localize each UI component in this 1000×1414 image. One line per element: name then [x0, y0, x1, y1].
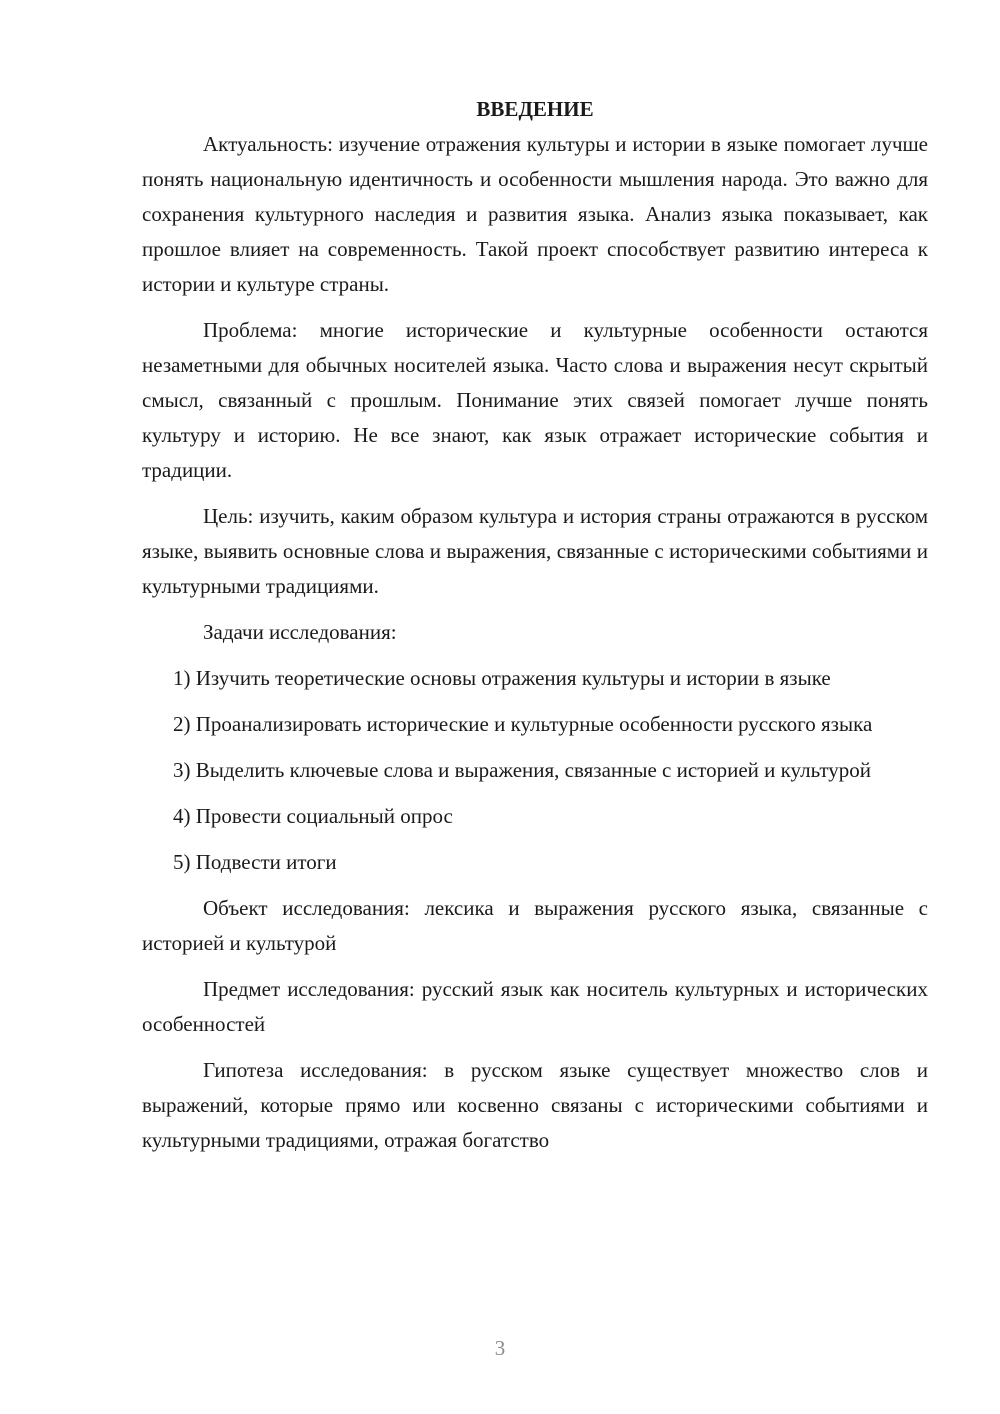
- paragraph-problem: Проблема: многие исторические и культурные особенности остаются незаметными для обычных носителей языка. Часто слова и выражения несут скрытый смысл, связанный с прошлым. Понимание этих связей помогает лучше понять культуру и историю. Не все знают, как язык отражает исторические события и традиции.: [142, 318, 928, 482]
- paragraph-object: Объект исследования: лексика и выражения русского языка, связанные с историей и культурой: [142, 896, 928, 955]
- paragraph-relevance: Актуальность: изучение отражения культуры и истории в языке помогает лучше понять национальную идентичность и особенности мышления народа. Это важно для сохранения культурного наследия и развития языка. Анализ языка показывает, как прошлое влияет на современность. Такой проект способствует развитию интереса к истории и культуре страны.: [142, 132, 928, 296]
- task-item: 4) Провести социальный опрос: [173, 804, 453, 828]
- document-page: [142, 92, 928, 1169]
- paragraph-subject: Предмет исследования: русский язык как носитель культурных и исторических особенностей: [142, 977, 928, 1036]
- paragraph-tasks-heading: Задачи исследования:: [203, 620, 397, 644]
- page-number: 3: [494, 1336, 506, 1360]
- task-item: 1) Изучить теоретические основы отражения культуры и истории в языке: [173, 666, 831, 690]
- section-title: ВВЕДЕНИЕ: [476, 97, 594, 121]
- paragraph-hypothesis: Гипотеза исследования: в русском языке существует множество слов и выражений, которые прямо или косвенно связаны с историческими событиями и культурными традициями, отражая богатство: [142, 1058, 928, 1152]
- task-item: 3) Выделить ключевые слова и выражения, связанные с историей и культурой: [173, 758, 872, 782]
- paragraph-goal: Цель: изучить, каким образом культура и история страны отражаются в русском языке, выявить основные слова и выражения, связанные с историческими событиями и культурными традициями.: [142, 504, 928, 598]
- task-item: 5) Подвести итоги: [173, 850, 337, 874]
- task-item: 2) Проанализировать исторические и культурные особенности русского языка: [173, 712, 873, 736]
